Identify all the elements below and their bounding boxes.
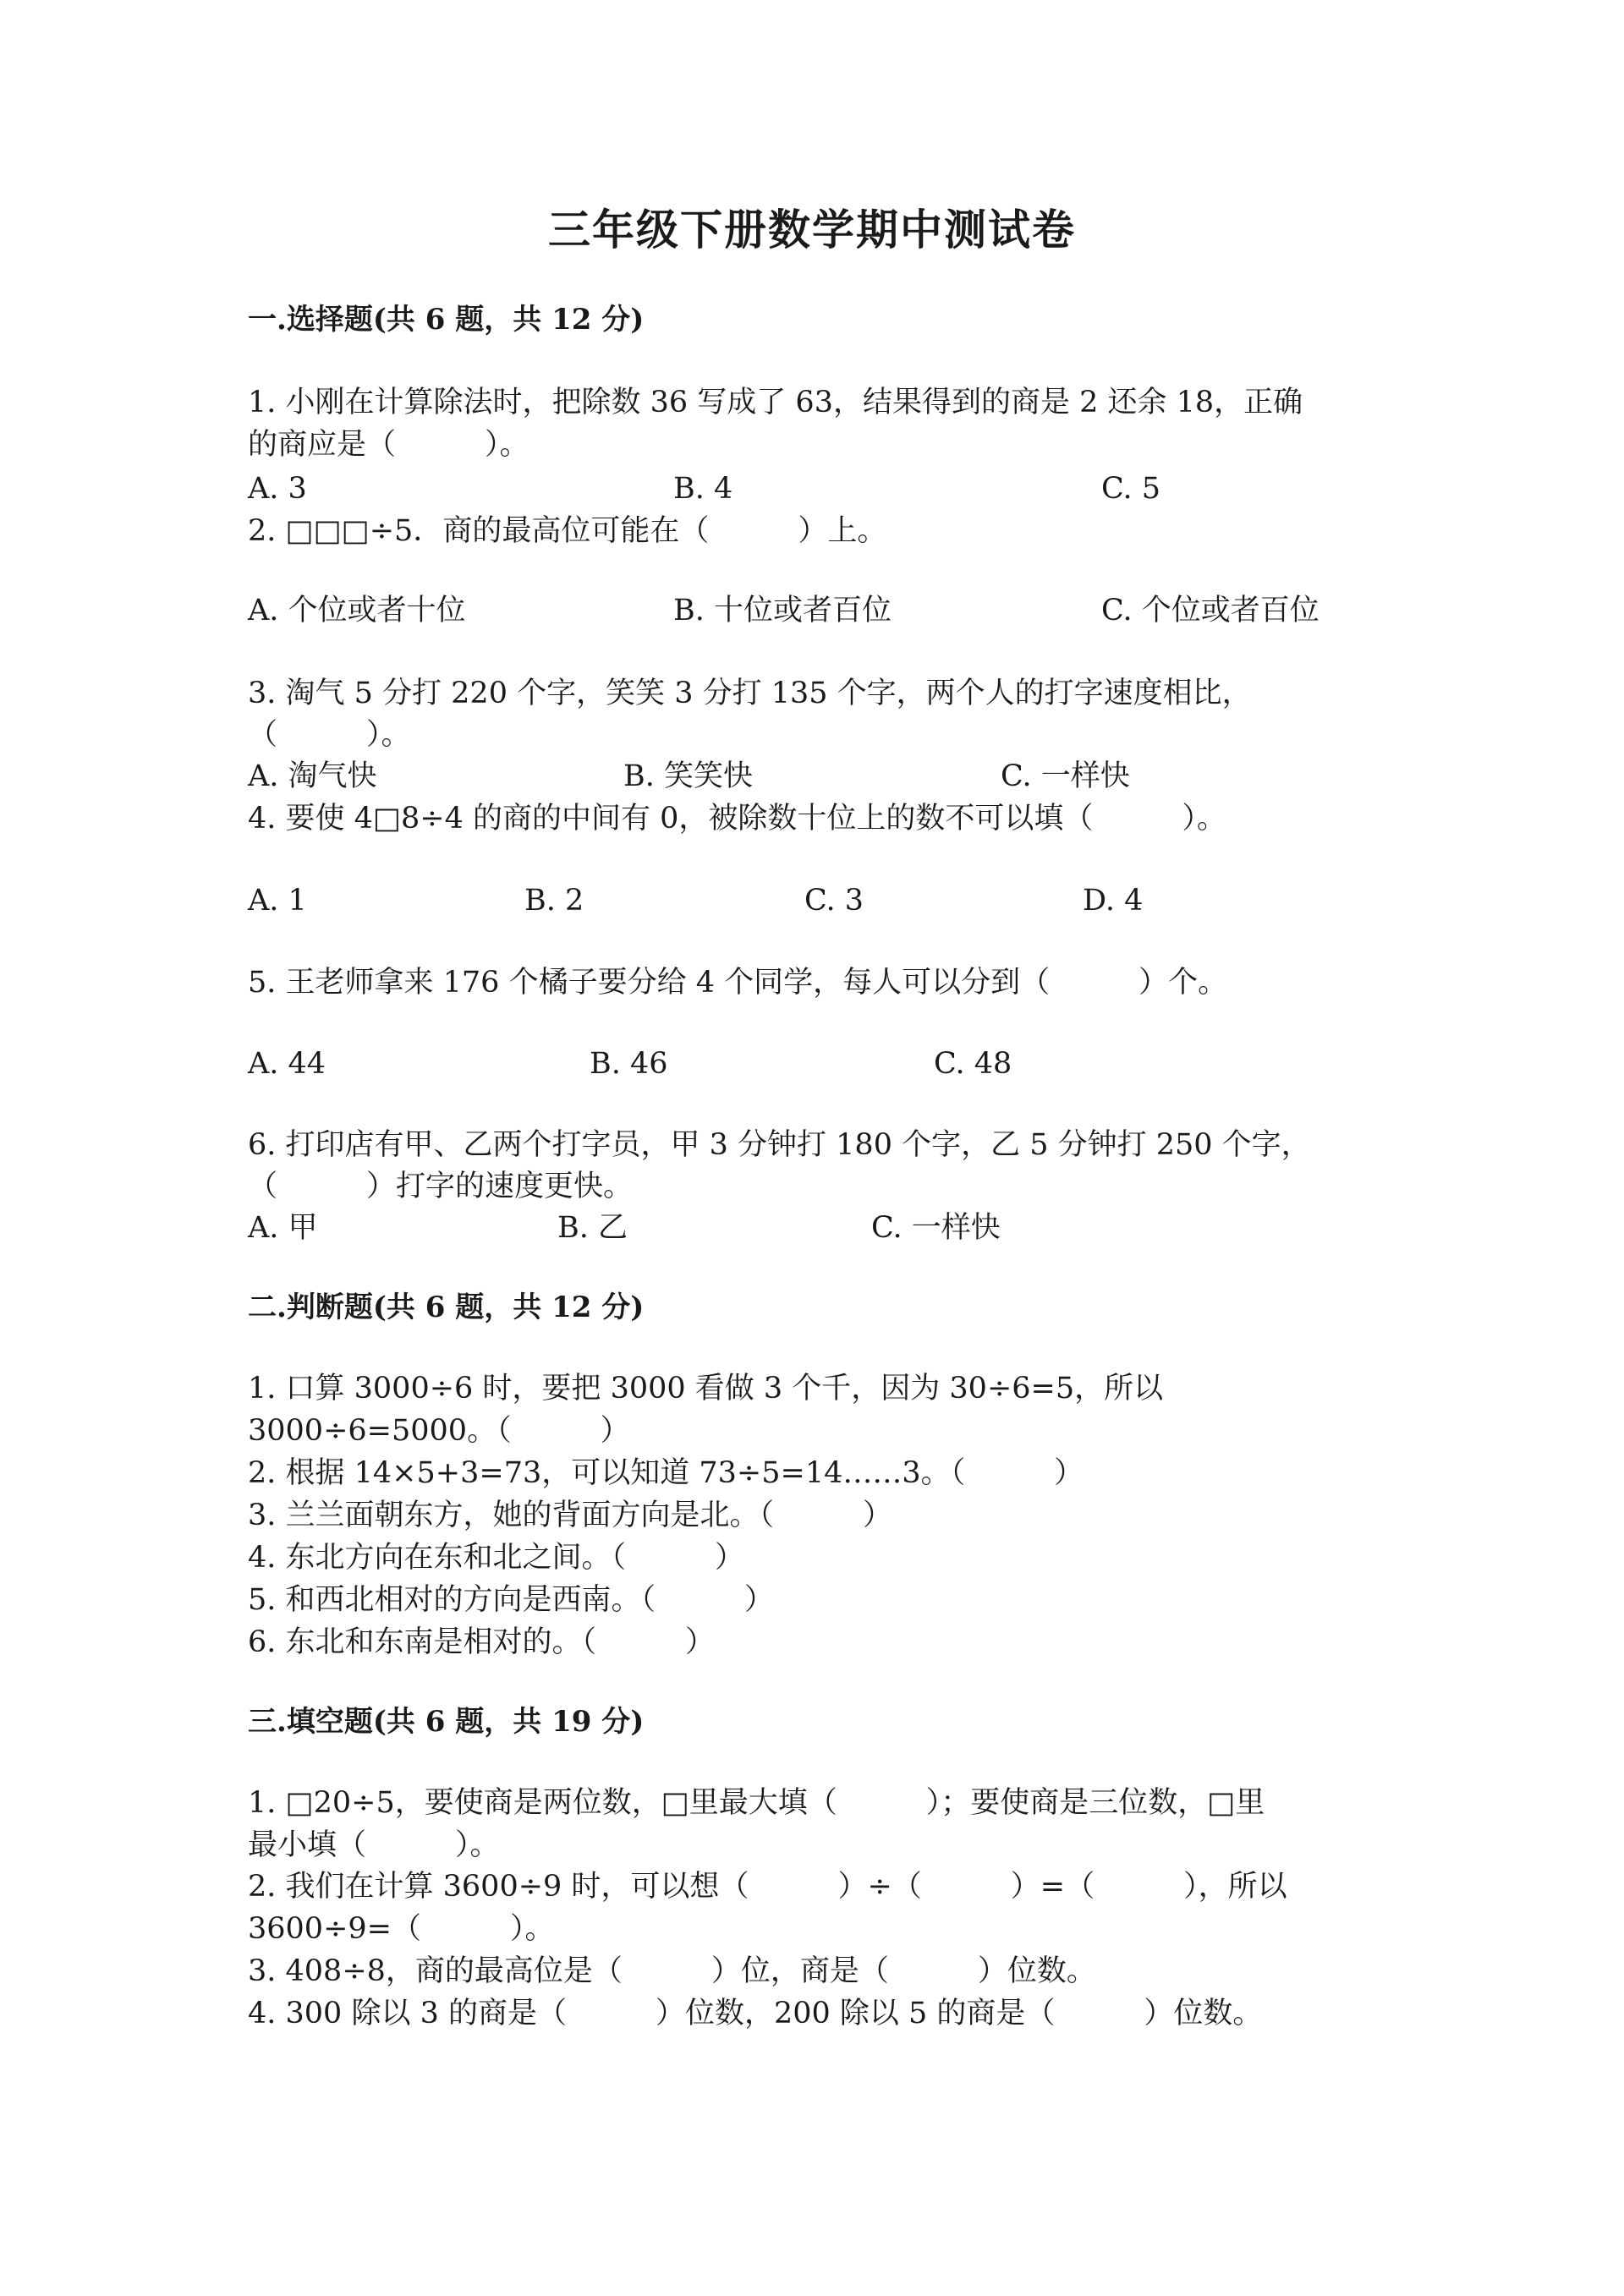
- section-heading-fill-blank: 三.填空题(共 6 题，共 19 分): [248, 1705, 645, 1739]
- option-c: C. 个位或者百位: [1101, 594, 1320, 627]
- option-b: B. 十位或者百位: [673, 594, 892, 627]
- question-line: 2. 我们在计算 3600÷9 时，可以想（ ）÷（ ）=（ ），所以: [248, 1870, 1287, 1904]
- option-b: B. 2: [524, 884, 584, 918]
- option-a: A. 甲: [248, 1211, 318, 1245]
- option-a: A. 3: [248, 472, 307, 506]
- question-line: 4. 300 除以 3 的商是（ ）位数，200 除以 5 的商是（ ）位数。: [248, 1997, 1263, 2030]
- question-line: 最小填（ ）。: [248, 1828, 500, 1862]
- section-heading-choice: 一.选择题(共 6 题，共 12 分): [248, 303, 645, 337]
- question-line: 6. 东北和东南是相对的。（ ）: [248, 1625, 716, 1659]
- option-d: D. 4: [1083, 884, 1144, 918]
- option-c: C. 3: [804, 884, 864, 918]
- question-line: 3600÷9=（ ）。: [248, 1912, 555, 1946]
- question-line: 3. 408÷8，商的最高位是（ ）位，商是（ ）位数。: [248, 1954, 1096, 1988]
- page-title: 三年级下册数学期中测试卷: [548, 205, 1076, 255]
- question-line: 5. 和西北相对的方向是西南。（ ）: [248, 1583, 775, 1617]
- question-line: 2. □□□÷5．商的最高位可能在（ ）上。: [248, 514, 887, 548]
- option-b: B. 4: [673, 472, 733, 506]
- option-a: A. 个位或者十位: [248, 594, 466, 627]
- section-heading-judgement: 二.判断题(共 6 题，共 12 分): [248, 1290, 645, 1324]
- question-line: 6. 打印店有甲、乙两个打字员，甲 3 分钟打 180 个字，乙 5 分钟打 250 个字，: [248, 1128, 1311, 1162]
- option-b: B. 46: [590, 1047, 668, 1081]
- question-line: 5. 王老师拿来 176 个橘子要分给 4 个同学，每人可以分到（ ）个。: [248, 966, 1228, 1000]
- question-line: 的商应是（ ）。: [248, 428, 529, 462]
- option-a: A. 44: [248, 1047, 326, 1081]
- question-line: 1. 口算 3000÷6 时，要把 3000 看做 3 个千，因为 30÷6=5，所以: [248, 1372, 1164, 1406]
- option-b: B. 笑笑快: [623, 759, 753, 793]
- question-line: 4. 要使 4□8÷4 的商的中间有 0，被除数十位上的数不可以填（ ）。: [248, 802, 1226, 836]
- option-c: C. 48: [934, 1047, 1012, 1081]
- option-c: C. 一样快: [1001, 759, 1130, 793]
- option-c: C. 一样快: [871, 1211, 1001, 1245]
- option-a: A. 1: [248, 884, 307, 918]
- question-line: 3. 兰兰面朝东方，她的背面方向是北。（ ）: [248, 1499, 893, 1532]
- question-line: 4. 东北方向在东和北之间。（ ）: [248, 1541, 745, 1575]
- option-c: C. 5: [1101, 472, 1161, 506]
- option-a: A. 淘气快: [248, 759, 377, 793]
- question-line: 3000÷6=5000。（ ）: [248, 1414, 630, 1448]
- question-line: 1. 小刚在计算除法时，把除数 36 写成了 63，结果得到的商是 2 还余 18，正确: [248, 386, 1303, 419]
- question-line: 2. 根据 14×5+3=73，可以知道 73÷5=14……3。（ ）: [248, 1456, 1084, 1490]
- question-line: 1. □20÷5，要使商是两位数，□里最大填（ ）；要使商是三位数，□里: [248, 1786, 1265, 1820]
- question-line: （ ）。: [248, 718, 411, 752]
- option-b: B. 乙: [557, 1211, 628, 1245]
- question-line: 3. 淘气 5 分打 220 个字，笑笑 3 分打 135 个字，两个人的打字速度相比，: [248, 677, 1252, 710]
- question-line: （ ）打字的速度更快。: [248, 1170, 634, 1203]
